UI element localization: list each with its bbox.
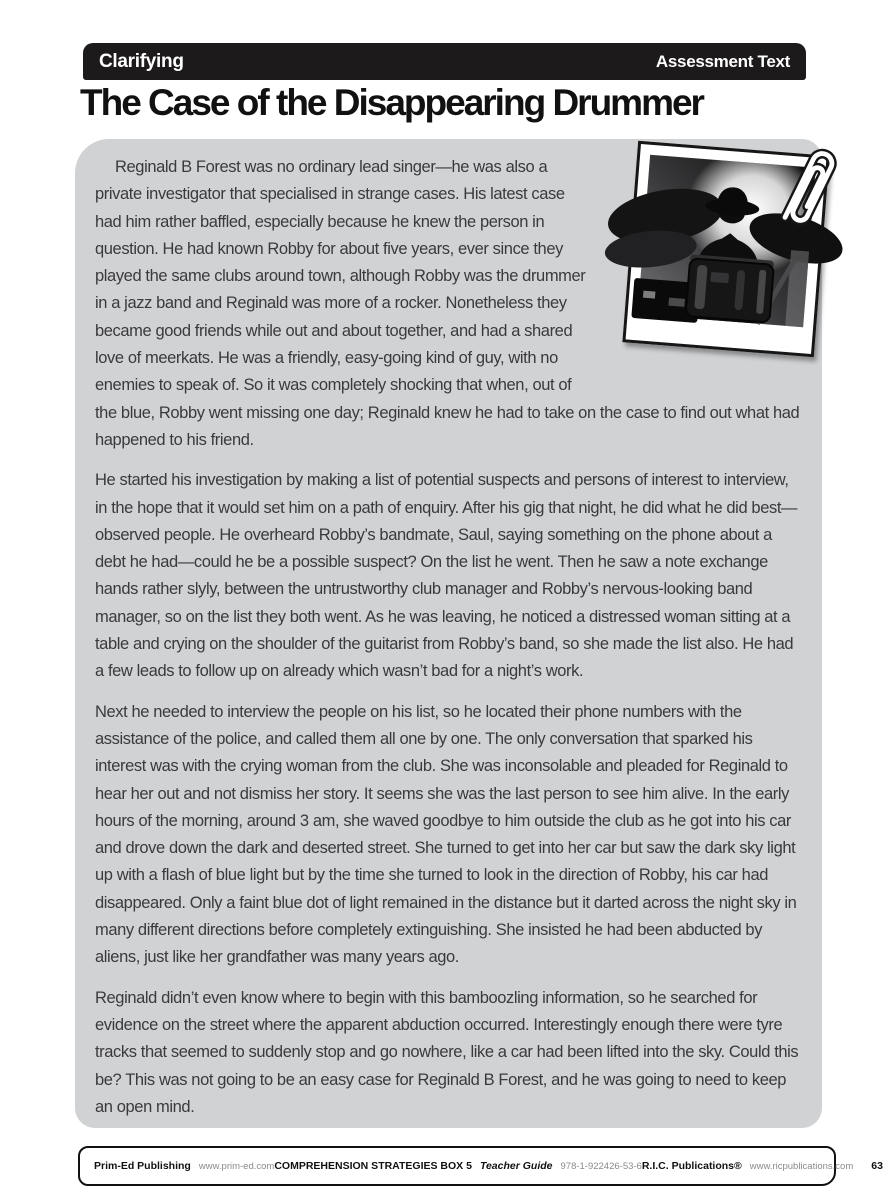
footer-bar xyxy=(78,1146,883,1186)
assessment-text-label: Assessment Text xyxy=(655,51,790,71)
footer-right-group xyxy=(642,1160,883,1172)
footer-left-group xyxy=(94,1160,274,1172)
story-paragraph-4: Reginald didn’t even know where to begin with this bamboozling information, so he searched for evidence on the street where the apparent abduction occurred. Interestingly enough there were tyre tracks that seemed to suddenly stop and go nowhere, like a car had been lifted into the sky. Could this be? This was not going to be an easy case for Reginald B Forest, and he was going to need to keep an open mind. xyxy=(95,988,799,1116)
header-bar xyxy=(83,43,806,80)
publisher-right-url: www.ricpublications.com xyxy=(749,1161,854,1172)
story-box xyxy=(75,139,822,1128)
page-title: The Case of the Disappearing Drummer xyxy=(80,82,703,123)
story-paragraph-1: Reginald B Forest was no ordinary lead singer—he was also a private investigator that specialised in strange cases. His latest case had him rather baffled, especially because he knew the person in question. He had known Robby for about five years, ever since they played the same clubs around town, although Robby was the drummer in a jazz band and Reginald was more of a rocker. Nonetheless they became good friends while out and about together, and had a shared love of meerkats. He was a friendly, easy-going kind of guy, with no enemies to speak of. So it was completely shocking that when, out of the blue, Robby went missing one day; Reginald knew he had to take on the case to find out what had happened to his friend. xyxy=(95,158,800,449)
isbn: 978-1-922426-53-6 xyxy=(560,1161,642,1172)
publisher-left-url: www.prim-ed.com xyxy=(198,1161,275,1172)
publisher-right-name: R.I.C. Publications® xyxy=(641,1160,742,1172)
page-number: 63 xyxy=(871,1160,883,1172)
series-title: COMPREHENSION STRATEGIES BOX 5 xyxy=(274,1160,472,1172)
photo-float xyxy=(604,154,800,372)
publisher-left-name: Prim-Ed Publishing xyxy=(94,1160,191,1172)
footer-center-group xyxy=(274,1160,642,1172)
story-paragraph-3: Next he needed to interview the people on his list, so he located their phone numbers with the assistance of the police, and called them all one by one. The only conversation that sparked his interest was with the crying woman from the club. She was inconsolable and pleaded for Reginald to hear her out and not dismiss her story. It seems she was the last person to see him alive. In the early hours of the morning, around 3 am, she waved goodbye to him outside the club as he got into his car and drove down the dark and deserted street. She turned to get into her car but saw the dark sky light up with a flash of blue light but by the time she turned to look in the direction of Robby, his car had disappeared. Only a faint blue dot of light remained in the distance but it darted across the night sky in many different directions before completely extinguishing. She insisted he had been abducted by aliens, just like her grandfather was many years ago. xyxy=(95,702,797,967)
story-paragraph-2: He started his investigation by making a list of potential suspects and persons of interest to interview, in the hope that it would set him on a path of enquiry. After his gig that night, he did what he did best—observed people. He overheard Robby’s bandmate, Saul, saying something on the phone about a debt he had—could he be a possible suspect? On the list he went. Then he saw a note exchange hands rather slyly, between the untrustworthy club manager and Robby’s nervous-looking band manager, so on the list they both went. As he was leaving, he noticed a distressed woman sitting at a table and crying on the shoulder of the guitarist from Robby’s band, so she made the list also. He had a few leads to follow up on already which wasn’t bad for a night’s work. xyxy=(95,471,798,681)
guide-label: Teacher Guide xyxy=(479,1160,553,1172)
strategy-label: Clarifying xyxy=(99,50,184,72)
